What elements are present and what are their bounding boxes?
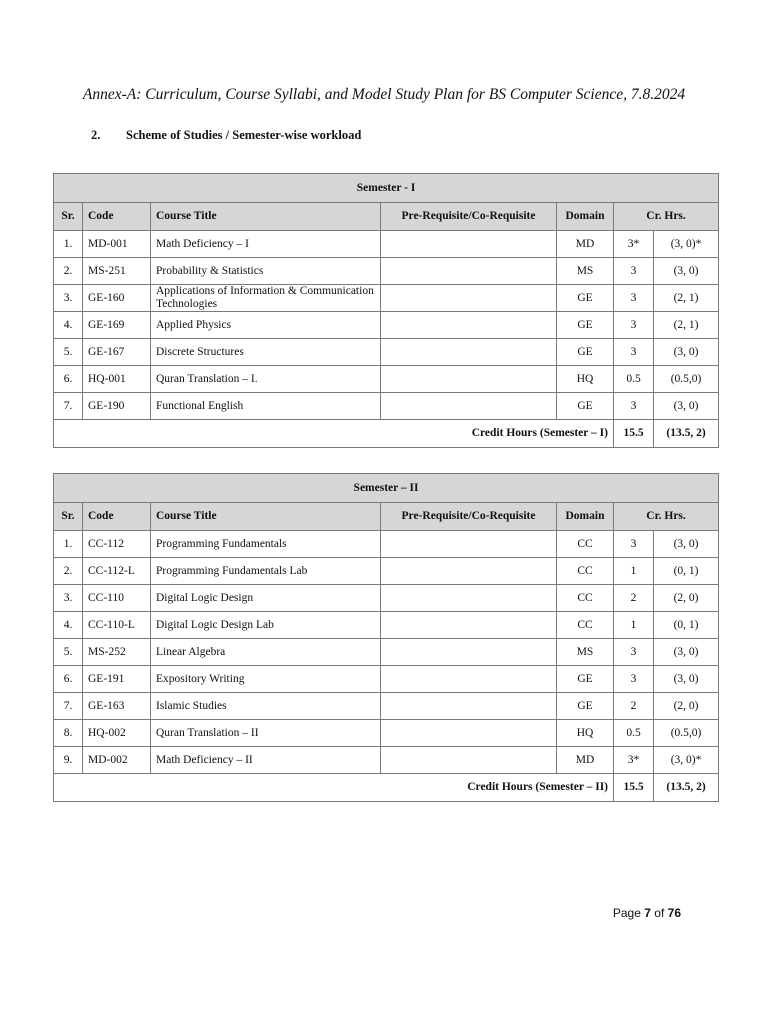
course-title: Linear Algebra [151,639,381,666]
col-header-course-title: Course Title [151,203,381,231]
course-prereq [381,231,557,258]
course-prereq [381,720,557,747]
credit-split: (3, 0) [654,339,719,366]
course-domain: CC [557,531,614,558]
credit-hours: 2 [614,693,654,720]
serial-number: 3. [54,585,83,612]
total-credit-hours: 15.5 [614,420,654,448]
course-code: GE-191 [83,666,151,693]
serial-number: 7. [54,693,83,720]
credit-split: (3, 0) [654,666,719,693]
course-domain: MD [557,747,614,774]
of-word: of [654,906,665,920]
serial-number: 2. [54,258,83,285]
course-prereq [381,693,557,720]
course-code: CC-112 [83,531,151,558]
course-prereq [381,747,557,774]
page-word: Page [612,906,641,920]
course-code: GE-163 [83,693,151,720]
semester-2-table [53,473,719,802]
semester-title: Semester – II [54,474,719,503]
col-header-code: Code [83,503,151,531]
total-credit-split: (13.5, 2) [654,420,719,448]
serial-number: 7. [54,393,83,420]
course-domain: MS [557,258,614,285]
course-domain: CC [557,612,614,639]
table-row [54,285,719,312]
table-row [54,720,719,747]
total-pages: 76 [667,906,681,920]
serial-number: 5. [54,639,83,666]
semester-1-table [53,173,719,448]
course-domain: GE [557,666,614,693]
col-header-domain: Domain [557,503,614,531]
course-prereq [381,339,557,366]
col-header-prereq: Pre-Requisite/Co-Requisite [381,203,557,231]
course-code: CC-110 [83,585,151,612]
course-prereq [381,666,557,693]
credit-hours: 1 [614,612,654,639]
course-prereq [381,285,557,312]
section-heading [91,128,361,143]
col-header-course-title: Course Title [151,503,381,531]
credit-hours: 1 [614,558,654,585]
table-row [54,258,719,285]
credit-hours: 3 [614,531,654,558]
table-row [54,312,719,339]
serial-number: 5. [54,339,83,366]
document-header: Annex-A: Curriculum, Course Syllabi, and Model Study Plan for BS Computer Science, 7.8.2024 [82,86,686,103]
course-prereq [381,612,557,639]
table-row [54,747,719,774]
serial-number: 3. [54,285,83,312]
serial-number: 1. [54,231,83,258]
table-row [54,666,719,693]
credit-hours: 3 [614,666,654,693]
credit-split: (3, 0)* [654,747,719,774]
course-prereq [381,531,557,558]
serial-number: 4. [54,612,83,639]
course-code: GE-169 [83,312,151,339]
course-prereq [381,585,557,612]
table-row [54,393,719,420]
course-prereq [381,558,557,585]
course-title: Expository Writing [151,666,381,693]
course-title: Probability & Statistics [151,258,381,285]
credit-split: (3, 0) [654,393,719,420]
credit-split: (2, 1) [654,312,719,339]
course-code: CC-110-L [83,612,151,639]
course-domain: GE [557,312,614,339]
serial-number: 4. [54,312,83,339]
credit-hours: 0.5 [614,720,654,747]
course-domain: GE [557,285,614,312]
course-title: Digital Logic Design Lab [151,612,381,639]
course-code: CC-112-L [83,558,151,585]
course-domain: HQ [557,366,614,393]
current-page: 7 [644,906,651,920]
credit-split: (2, 0) [654,693,719,720]
col-header-domain: Domain [557,203,614,231]
section-title: Scheme of Studies / Semester-wise workload [126,128,362,142]
credit-hours: 3 [614,258,654,285]
course-title: Applications of Information & Communication Technologies [151,285,381,312]
course-title: Quran Translation – I. [151,366,381,393]
course-title: Quran Translation – II [151,720,381,747]
course-domain: CC [557,585,614,612]
credit-hours: 3 [614,339,654,366]
course-domain: MS [557,639,614,666]
course-code: GE-167 [83,339,151,366]
credit-split: (2, 1) [654,285,719,312]
credit-split: (2, 0) [654,585,719,612]
col-header-sr: Sr. [54,503,83,531]
course-prereq [381,312,557,339]
table-row [54,231,719,258]
credit-hours: 3* [614,231,654,258]
course-code: MD-002 [83,747,151,774]
col-header-cr-hrs: Cr. Hrs. [614,503,719,531]
credit-hours: 2 [614,585,654,612]
serial-number: 6. [54,366,83,393]
col-header-sr: Sr. [54,203,83,231]
course-prereq [381,258,557,285]
course-code: HQ-001 [83,366,151,393]
credit-hours: 0.5 [614,366,654,393]
total-credit-hours: 15.5 [614,774,654,802]
table-row [54,531,719,558]
credit-hours: 3 [614,393,654,420]
credit-hours: 3* [614,747,654,774]
course-title: Applied Physics [151,312,381,339]
table-row [54,366,719,393]
col-header-cr-hrs: Cr. Hrs. [614,203,719,231]
serial-number: 1. [54,531,83,558]
course-title: Digital Logic Design [151,585,381,612]
serial-number: 9. [54,747,83,774]
course-prereq [381,393,557,420]
course-domain: GE [557,339,614,366]
credit-split: (3, 0) [654,531,719,558]
course-prereq [381,366,557,393]
table-row [54,558,719,585]
course-domain: HQ [557,720,614,747]
course-title: Programming Fundamentals Lab [151,558,381,585]
table-row [54,639,719,666]
page-number-footer [613,906,681,920]
course-title: Math Deficiency – I [151,231,381,258]
table-row [54,339,719,366]
serial-number: 2. [54,558,83,585]
col-header-code: Code [83,203,151,231]
credit-hours: 3 [614,285,654,312]
table-row [54,585,719,612]
course-title: Programming Fundamentals [151,531,381,558]
credit-split: (3, 0) [654,639,719,666]
course-code: MS-252 [83,639,151,666]
total-label: Credit Hours (Semester – II) [54,774,614,802]
table-row [54,612,719,639]
course-title: Math Deficiency – II [151,747,381,774]
course-domain: GE [557,693,614,720]
course-domain: MD [557,231,614,258]
serial-number: 8. [54,720,83,747]
credit-split: (0, 1) [654,612,719,639]
serial-number: 6. [54,666,83,693]
credit-split: (0.5,0) [654,720,719,747]
semester-title: Semester - I [54,174,719,203]
course-domain: CC [557,558,614,585]
course-code: GE-190 [83,393,151,420]
course-code: GE-160 [83,285,151,312]
total-label: Credit Hours (Semester – I) [54,420,614,448]
course-title: Islamic Studies [151,693,381,720]
credit-split: (3, 0)* [654,231,719,258]
course-code: HQ-002 [83,720,151,747]
course-domain: GE [557,393,614,420]
course-title: Discrete Structures [151,339,381,366]
course-code: MS-251 [83,258,151,285]
col-header-prereq: Pre-Requisite/Co-Requisite [381,503,557,531]
credit-split: (0.5,0) [654,366,719,393]
course-prereq [381,639,557,666]
credit-hours: 3 [614,639,654,666]
table-row [54,693,719,720]
course-code: MD-001 [83,231,151,258]
credit-split: (0, 1) [654,558,719,585]
credit-split: (3, 0) [654,258,719,285]
credit-hours: 3 [614,312,654,339]
section-number: 2. [91,128,101,142]
course-title: Functional English [151,393,381,420]
total-credit-split: (13.5, 2) [654,774,719,802]
